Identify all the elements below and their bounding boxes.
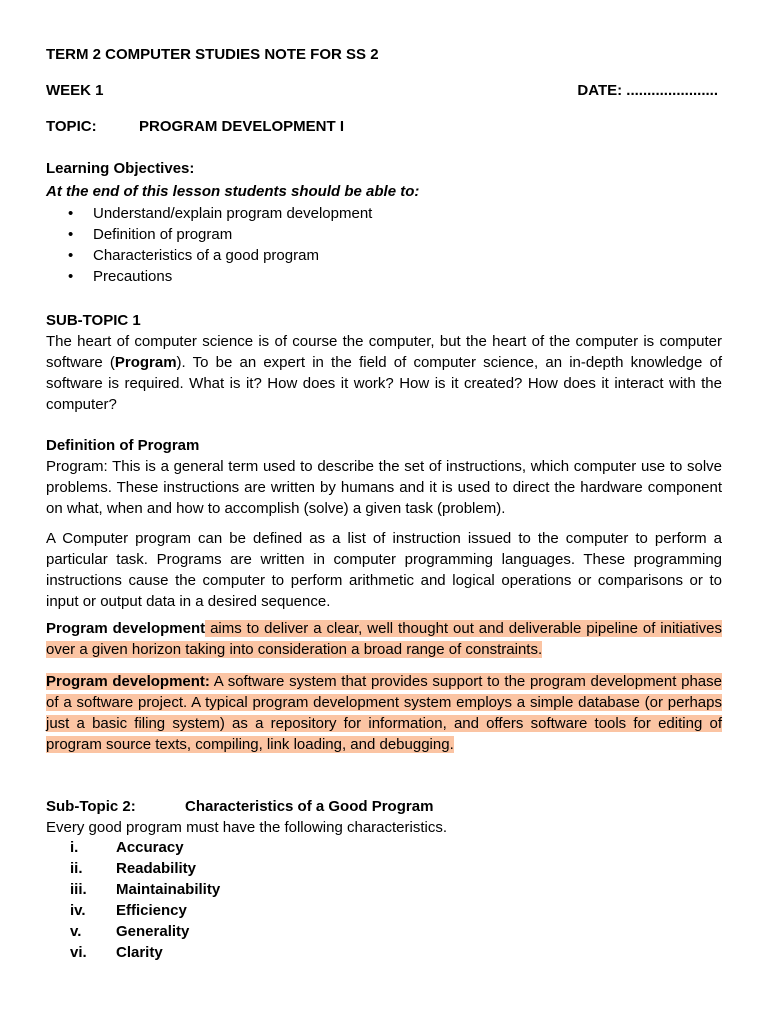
program-development-paragraph-1 xyxy=(46,618,722,660)
document-title: TERM 2 COMPUTER STUDIES NOTE FOR SS 2 xyxy=(46,46,379,63)
list-item xyxy=(70,879,220,900)
list-item xyxy=(70,858,220,879)
item-number: vi. xyxy=(70,944,87,961)
list-item xyxy=(70,942,220,963)
topic-label: TOPIC: xyxy=(46,118,97,135)
date-label: DATE: ...................... xyxy=(577,82,718,99)
subtopic2-title: Characteristics of a Good Program xyxy=(185,798,434,815)
week-date-row xyxy=(46,80,722,101)
item-number: iii. xyxy=(70,881,87,898)
subtopic2-intro: Every good program must have the following characteristics. xyxy=(46,819,448,836)
list-item: • Understand/explain program development xyxy=(68,203,372,224)
program-development-term: Program development xyxy=(46,620,206,637)
list-item: • Definition of program xyxy=(68,224,372,245)
program-development-term: Program development: xyxy=(46,673,210,690)
program-development-paragraph-2 xyxy=(46,671,722,755)
objectives-heading: Learning Objectives: xyxy=(46,160,195,177)
item-text: Efficiency xyxy=(116,902,187,919)
item-text: Clarity xyxy=(116,944,163,961)
list-item xyxy=(70,921,220,942)
paragraph-text: ). To be an expert in the field of computer science, an in-depth knowledge of software is required. What is it? How does it work? How is it created? How does it interact with the computer? xyxy=(46,354,722,413)
definition-paragraph-1: Program: This is a general term used to describe the set of instructions, which computer use to solve problems. These instructions are written by humans and it is used to direct the hardware component on what, when and how to accomplish (solve) a given task (problem). xyxy=(46,458,722,517)
subtopic1-paragraph xyxy=(46,331,722,415)
subtopic2-label: Sub-Topic 2: xyxy=(46,798,136,815)
list-item xyxy=(70,837,220,858)
topic-row xyxy=(46,116,722,137)
list-item: • Precautions xyxy=(68,266,372,287)
item-text: Generality xyxy=(116,923,190,940)
subtopic1-heading: SUB-TOPIC 1 xyxy=(46,312,141,329)
paragraph-text: The heart of computer science is of course the computer, but the heart of the computer is computer software ( xyxy=(46,333,722,371)
subtopic2-row xyxy=(46,796,722,817)
definition-heading: Definition of Program xyxy=(46,437,200,454)
list-item xyxy=(70,900,220,921)
item-text: Accuracy xyxy=(116,839,184,856)
week-label: WEEK 1 xyxy=(46,82,104,99)
item-number: i. xyxy=(70,839,79,856)
topic-value: PROGRAM DEVELOPMENT I xyxy=(139,118,345,135)
highlighted-text: aims to deliver a clear, well thought out and deliverable pipeline of initiatives over a given horizon taking into consideration a broad range of constraints. xyxy=(46,620,722,658)
item-number: ii. xyxy=(70,860,83,877)
definition-paragraph-2: A Computer program can be defined as a list of instruction issued to the computer to perform a particular task. Programs are written in computer programming languages. These programming instructions cause the computer to perform arithmetic and logical operations or comparisons or to input or output data in a desired sequence. xyxy=(46,530,722,610)
objectives-list xyxy=(68,203,372,287)
item-number: v. xyxy=(70,923,82,940)
program-term: Program xyxy=(114,354,177,371)
list-item: • Characteristics of a good program xyxy=(68,245,372,266)
objectives-intro: At the end of this lesson students should be able to: xyxy=(46,183,420,200)
item-text: Maintainability xyxy=(116,881,221,898)
characteristics-list xyxy=(70,837,220,963)
item-number: iv. xyxy=(70,902,86,919)
item-text: Readability xyxy=(116,860,197,877)
highlighted-text: A software system that provides support to the program development phase of a software project. A typical program development system employs a simple database (or perhaps just a basic filing system) as a repository for information, and offers software tools for editing of program source texts, compiling, link loading, and debugging. xyxy=(46,673,722,753)
